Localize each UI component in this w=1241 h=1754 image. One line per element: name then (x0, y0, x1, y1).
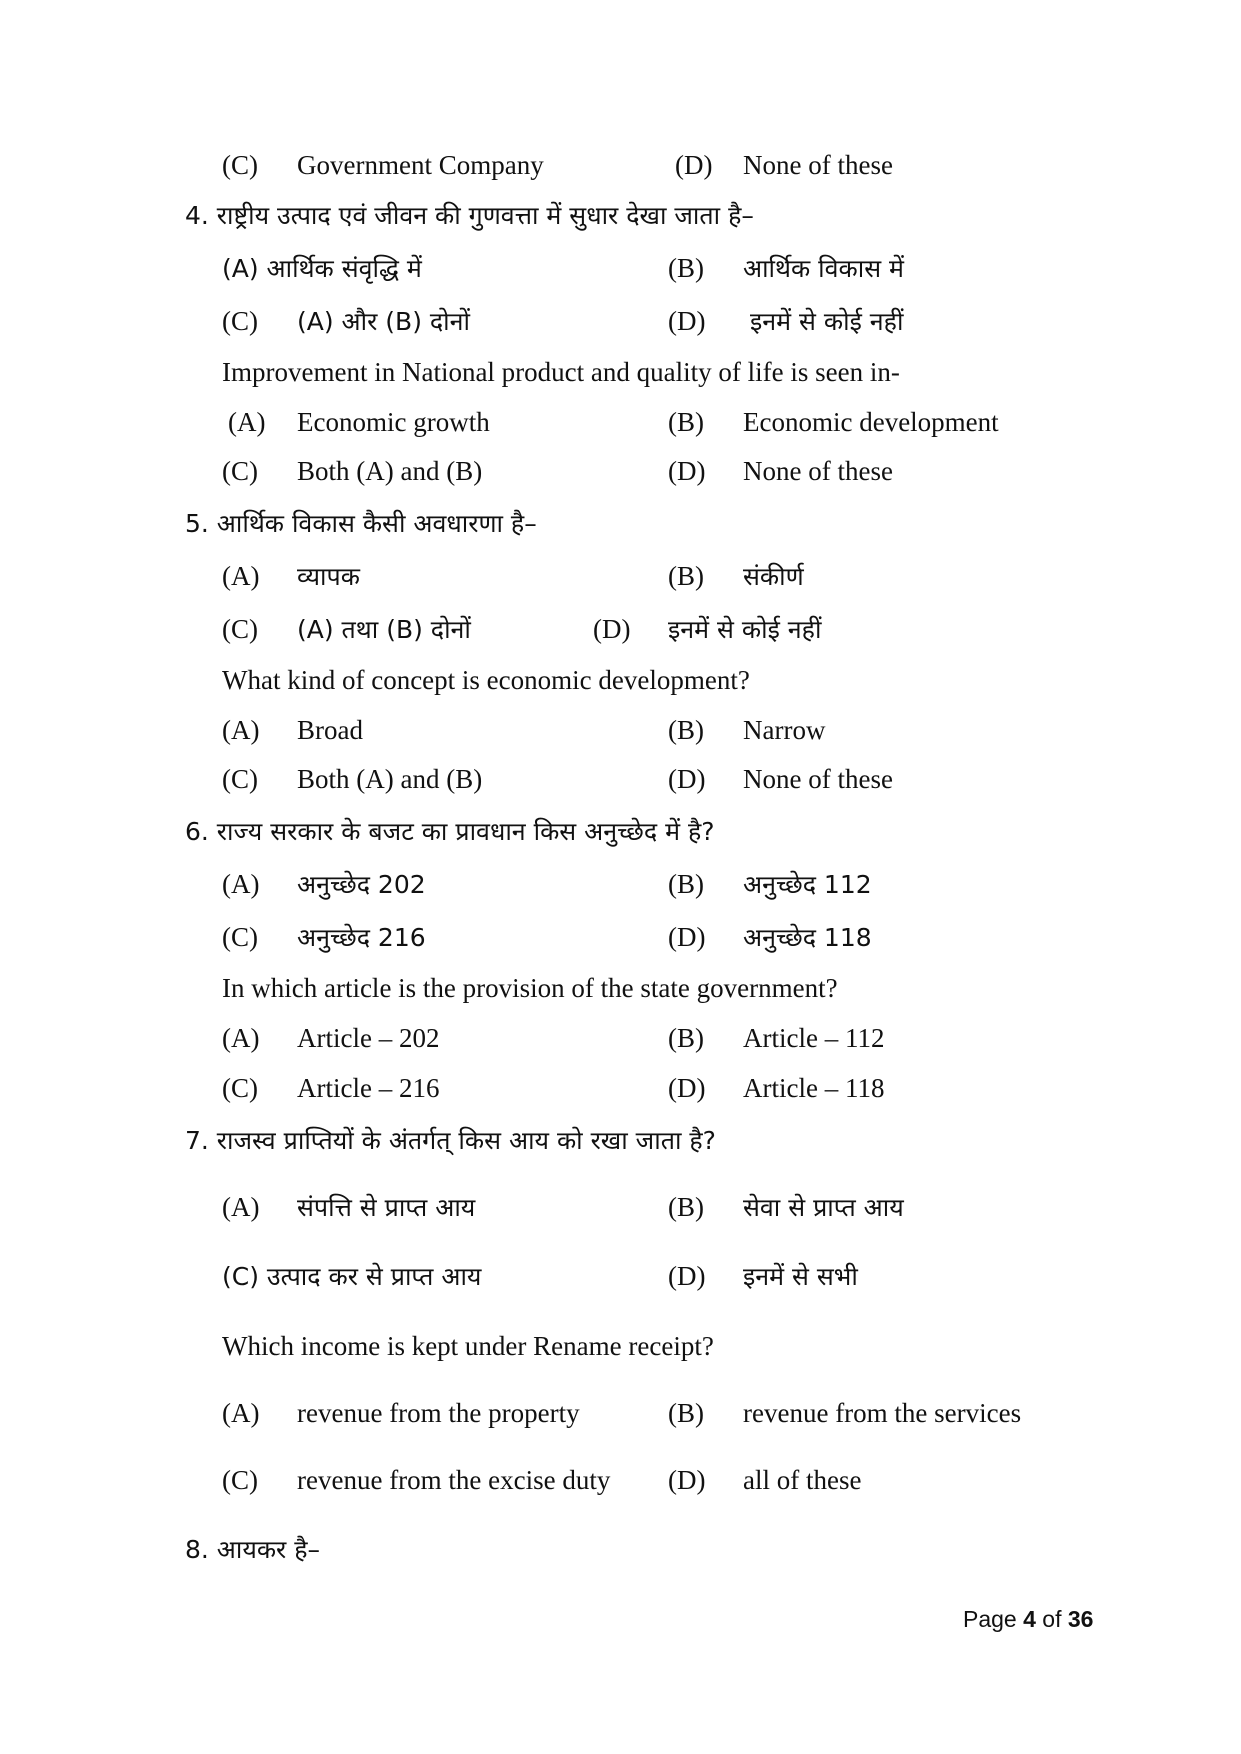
option-label: (B) (668, 253, 704, 283)
option-label: (D) (668, 922, 706, 952)
option-label: (B) (668, 407, 704, 437)
option-text: Both (A) and (B) (297, 456, 483, 486)
option-text: revenue from the excise duty (297, 1465, 611, 1495)
option-label: (B) (668, 869, 704, 899)
option-label: (A) (222, 869, 260, 899)
option-text: Broad (297, 715, 363, 745)
option-text: Economic development (743, 407, 999, 437)
option-text: None of these (743, 150, 893, 180)
option-label: (D) (675, 150, 713, 180)
question-4-hindi: 4. राष्ट्रीय उत्पाद एवं जीवन की गुणवत्ता में सुधार देखा जाता है– (185, 201, 754, 230)
page-total: 36 (1067, 1606, 1094, 1632)
option-text: संपत्ति से प्राप्त आय (297, 1193, 476, 1222)
question-6-hindi: 6. राज्य सरकार के बजट का प्रावधान किस अनुच्छेद में है? (185, 817, 715, 846)
option-text: revenue from the services (743, 1398, 1022, 1428)
option-text: Narrow (743, 715, 826, 745)
option-text: (A) आर्थिक संवृद्धि में (222, 254, 422, 283)
option-text: इनमें से सभी (743, 1262, 858, 1291)
option-label: (D) (668, 1261, 706, 1291)
option-label: (B) (668, 1192, 704, 1222)
option-label: (B) (668, 1398, 704, 1428)
option-label: (C) (222, 456, 258, 486)
option-text: इनमें से कोई नहीं (750, 307, 904, 336)
option-label: (B) (668, 1023, 704, 1053)
option-label: (B) (668, 715, 704, 745)
option-label: (D) (593, 614, 631, 644)
option-label: (C) (222, 150, 258, 180)
option-text: all of these (743, 1465, 862, 1495)
option-label: (D) (668, 1465, 706, 1495)
question-7-english: Which income is kept under Rename receipt? (222, 1331, 714, 1361)
option-text: Government Company (297, 150, 544, 180)
option-text: (A) और (B) दोनों (297, 307, 471, 336)
option-label: (D) (668, 306, 706, 336)
option-text: अनुच्छेद 112 (743, 870, 872, 899)
option-text: सेवा से प्राप्त आय (743, 1193, 904, 1222)
option-text: अनुच्छेद 216 (297, 923, 426, 952)
option-text: revenue from the property (297, 1398, 580, 1428)
option-label: (C) (222, 614, 258, 644)
question-5-hindi: 5. आर्थिक विकास कैसी अवधारणा है– (185, 509, 537, 538)
question-5-english: What kind of concept is economic development? (222, 665, 750, 695)
option-label: (D) (668, 1073, 706, 1103)
option-text: (A) तथा (B) दोनों (297, 615, 471, 644)
option-label: (A) (222, 715, 260, 745)
option-label: (C) (222, 764, 258, 794)
option-label: (A) (222, 1398, 260, 1428)
option-text: संकीर्ण (743, 562, 804, 591)
option-label: (A) (222, 561, 260, 591)
page-footer (963, 1606, 1093, 1633)
option-label: (C) (222, 922, 258, 952)
option-label: (A) (222, 1192, 260, 1222)
option-label: (B) (668, 561, 704, 591)
option-text: None of these (743, 456, 893, 486)
question-7-hindi: 7. राजस्व प्राप्तियों के अंतर्गत् किस आय को रखा जाता है? (185, 1126, 716, 1155)
page-current: 4 (1023, 1606, 1036, 1632)
option-text: अनुच्छेद 202 (297, 870, 426, 899)
option-label: (D) (668, 456, 706, 486)
option-text: Article – 216 (297, 1073, 440, 1103)
option-label: (A) (228, 407, 266, 437)
option-text: Article – 118 (743, 1073, 885, 1103)
option-text: इनमें से कोई नहीं (668, 615, 822, 644)
question-4-english: Improvement in National product and quality of life is seen in- (222, 357, 900, 387)
option-text: Article – 202 (297, 1023, 440, 1053)
question-6-english: In which article is the provision of the state government? (222, 973, 838, 1003)
option-label: (D) (668, 764, 706, 794)
question-8-hindi: 8. आयकर है– (185, 1535, 320, 1564)
option-text: व्यापक (297, 562, 360, 591)
option-label: (A) (222, 1023, 260, 1053)
option-label: (C) (222, 306, 258, 336)
page-sep: of (1042, 1606, 1062, 1632)
option-text: Economic growth (297, 407, 490, 437)
option-label: (C) (222, 1465, 258, 1495)
option-text: Both (A) and (B) (297, 764, 483, 794)
option-label: (C) (222, 1073, 258, 1103)
option-text: None of these (743, 764, 893, 794)
option-text: (C) उत्पाद कर से प्राप्त आय (222, 1262, 482, 1291)
option-text: Article – 112 (743, 1023, 885, 1053)
option-text: अनुच्छेद 118 (743, 923, 872, 952)
page-label: Page (963, 1606, 1017, 1632)
option-text: आर्थिक विकास में (743, 254, 904, 283)
